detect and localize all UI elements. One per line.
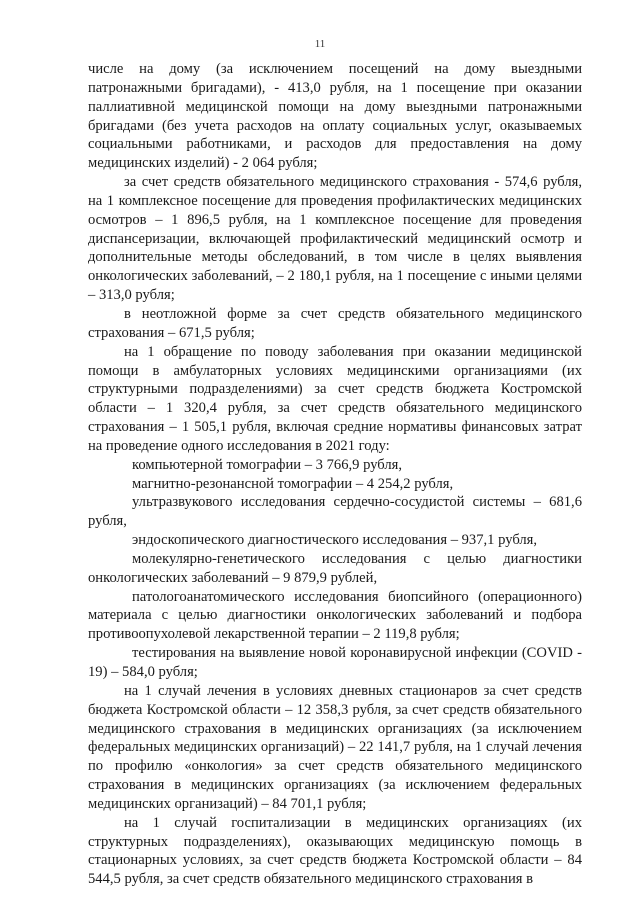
- paragraph-endoscopy: эндоскопического диагностического исследования – 937,1 рубля,: [132, 532, 538, 549]
- page-number: 11: [314, 38, 326, 50]
- paragraph-oms-visits: за счет средств обязательного медицинского страхования - 574,6 рубля, на 1 комплексное посещение для проведения профилактических медицинских осмотров – 1 896,5 рубля, на 1 комплексное посещение для проведения диспансеризации, включающей профилактический медицинский осмотр и дополнительные методы обследований, в том числе в целях выявления онкологических заболеваний, – 2 180,1 рубля, на 1 посещение с иными целями – 313,0 рубля;: [88, 174, 582, 304]
- document-body: [88, 60, 582, 889]
- paragraph-mri: магнитно-резонансной томографии – 4 254,2 рубля,: [132, 475, 454, 492]
- paragraph-ultrasound: ультразвукового исследования сердечно-сосудистой системы – 681,6 рубля,: [88, 494, 582, 530]
- paragraph-molecular-genetic: молекулярно-генетического исследования с целью диагностики онкологических заболеваний – 9 879,9 рублей,: [88, 550, 582, 586]
- paragraph-urgent-care: в неотложной форме за счет средств обязательного медицинского страхования – 671,5 рубля;: [88, 305, 582, 341]
- paragraph-hospitalization: на 1 случай госпитализации в медицинских организациях (их структурных подразделениях), оказывающих медицинскую помощь в стационарных условиях, за счет средств бюджета Костромской области – 84 544,5 рубля, за счет средств обязательного медицинского страхования в: [88, 814, 582, 888]
- paragraph-covid-testing: тестирования на выявление новой коронавирусной инфекции (COVID - 19) – 584,0 рубля;: [88, 645, 582, 680]
- paragraph-disease-referral: на 1 обращение по поводу заболевания при оказании медицинской помощи в амбулаторных условиях медицинскими организациями (их структурными подразделениями) за счет средств бюджета Костромской области – 1 320,4 рубля, за счет средств обязательного медицинского страхования – 1 505,1 рубля, включая средние нормативы финансовых затрат на проведение одного исследования в 2021 году:: [88, 343, 582, 454]
- paragraph-home-visits: числе на дому (за исключением посещений на дому выездными патронажными бригадами), - 413,0 рубля, на 1 посещение при оказании паллиативной медицинской помощи на дому выездными патронажными бригадами (без учета расходов на оплату социальных услуг, оказываемых социальными работниками, и расходов для предоставления на дому медицинских изделий) - 2 064 рубля;: [88, 61, 582, 172]
- paragraph-day-hospital: на 1 случай лечения в условиях дневных стационаров за счет средств бюджета Костромской области – 12 358,3 рубля, за счет средств обязательного медицинского страхования в медицинских организациях (за исключением федеральных медицинских организаций) – 22 141,7 рубля, на 1 случай лечения по профилю «онкология» за счет средств обязательного медицинского страхования в медицинских организациях (за исключением федеральных медицинских организаций) – 84 701,1 рубля;: [88, 682, 582, 812]
- paragraph-pathology: патологоанатомического исследования биопсийного (операционного) материала с целью диагностики онкологических заболеваний и подбора противоопухолевой лекарственной терапии – 2 119,8 рубля;: [88, 588, 582, 643]
- paragraph-ct: компьютерной томографии – 3 766,9 рубля,: [132, 456, 403, 473]
